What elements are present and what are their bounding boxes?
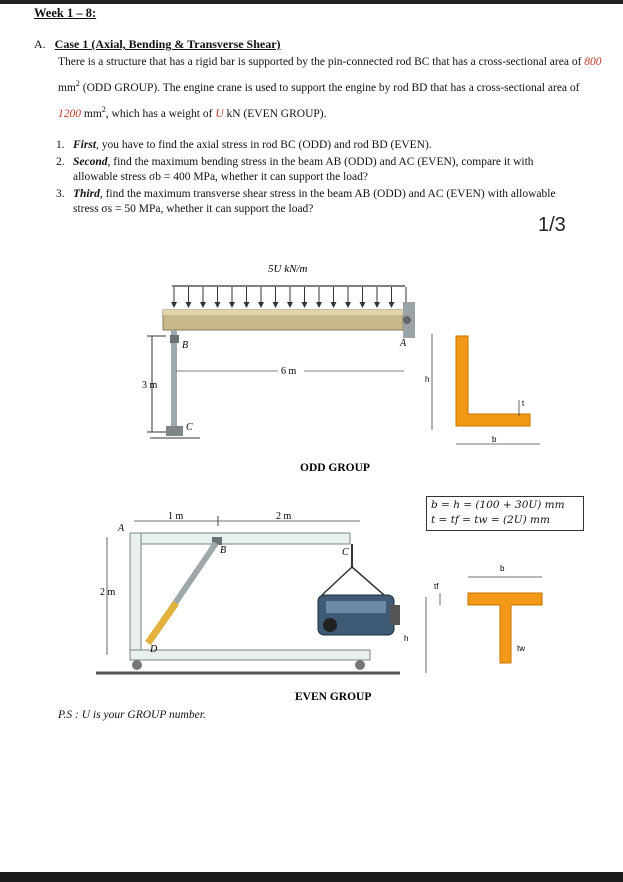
point-c-even-label: C (342, 547, 349, 558)
height-label: 3 m (142, 380, 158, 391)
top-bar (0, 0, 623, 4)
section-b-label: b (492, 435, 497, 444)
dim1-label: 1 m (168, 511, 184, 522)
question-text: , find the maximum bending stress in the beam AB (ODD) and AC (EVEN), compare it with allowable stress σb = 400 MPa, whether it can support the load? (73, 156, 534, 183)
wheel-icon (132, 660, 142, 670)
load-arrow-head (258, 302, 264, 308)
area-odd-value: 800 (584, 56, 602, 68)
support-c-icon (166, 426, 183, 436)
area-even-value: 1200 (58, 107, 81, 120)
mast-ad (130, 533, 141, 658)
even-height-label: 2 m (100, 587, 116, 598)
intro-text-6: kN (EVEN GROUP). (223, 107, 327, 120)
t-section-b-label: b (500, 564, 505, 573)
sup-1: 2 (75, 79, 80, 88)
load-arrow-head (302, 302, 308, 308)
ps-note: P.S : U is your GROUP number. (58, 709, 206, 721)
rod-bc (171, 330, 177, 430)
formula-line-1: b = h = (100 + 30U) mm (431, 499, 565, 511)
engine-icon (318, 567, 400, 635)
point-b-label: B (182, 340, 189, 351)
section-h-label: h (425, 375, 430, 384)
load-arrow-head (200, 302, 206, 308)
weight-var: U (215, 107, 224, 120)
point-a-even-label: A (118, 523, 125, 534)
question-lead: First (73, 139, 97, 151)
case-letter: A. (34, 37, 46, 51)
odd-diagram (0, 250, 623, 480)
load-arrow-head (215, 302, 221, 308)
case-title: Case 1 (Axial, Bending & Transverse Shear) (54, 37, 281, 51)
intro-unit-2: mm (81, 107, 102, 120)
span-label: 6 m (281, 366, 297, 377)
section-t-label: t (522, 399, 525, 408)
t-section-tf-label: tf (434, 582, 439, 591)
pin-a-icon (403, 316, 411, 324)
question-item (56, 187, 576, 217)
odd-group-label: ODD GROUP (300, 462, 370, 474)
question-number: 2. (56, 156, 65, 168)
question-number: 1. (56, 139, 65, 151)
intro-paragraph (58, 52, 603, 125)
load-label: 5U kN/m (268, 263, 308, 275)
load-arrow-head (374, 302, 380, 308)
question-lead: Third (73, 188, 100, 200)
base-frame (130, 650, 370, 660)
week-heading: Week 1 – 8: (34, 6, 97, 20)
load-arrow-head (273, 302, 279, 308)
load-arrow-head (345, 302, 351, 308)
load-arrow-group (171, 287, 409, 308)
load-arrow-head (360, 302, 366, 308)
question-item (56, 155, 576, 185)
intro-text-1: There is a structure that has a rigid bar is supported by the pin-connected rod BC that has a cross-sectional area of (58, 56, 585, 68)
question-text: , find the maximum transverse shear stress in the beam AB (ODD) and AC (EVEN) with allowable stress σs = 50 MPa, whether it can support the load? (73, 188, 556, 215)
load-arrow-head (389, 302, 395, 308)
load-arrow-head (186, 302, 192, 308)
point-b-even-label: B (220, 545, 227, 556)
page-indicator: 1/3 (538, 214, 566, 236)
wheel-icon (355, 660, 365, 670)
load-arrow-head (171, 302, 177, 308)
t-section-tw-label: tw (517, 644, 525, 653)
case-heading (34, 37, 281, 52)
even-group-label: EVEN GROUP (295, 691, 372, 703)
question-text: , you have to find the axial stress in rod BC (ODD) and rod BD (EVEN). (96, 139, 432, 151)
question-item (56, 138, 576, 153)
point-c-label: C (186, 422, 193, 433)
question-lead: Second (73, 156, 108, 168)
point-d-label: D (150, 644, 158, 655)
pin-b-icon (170, 335, 179, 343)
t-section-shape (468, 593, 542, 663)
formula-line-2: t = tf = tw = (2U) mm (431, 514, 550, 526)
question-number: 3. (56, 188, 65, 200)
intro-unit-1: mm (58, 81, 76, 94)
beam-top-face (163, 310, 403, 315)
intro-text-3: (ODD GROUP). The engine crane is used to support the engine by rod BD that has a cross-sectional area of (79, 81, 580, 94)
load-arrow-head (316, 302, 322, 308)
load-arrow-head (244, 302, 250, 308)
even-diagram (0, 505, 623, 705)
load-arrow-head (287, 302, 293, 308)
bottom-bar (0, 872, 623, 882)
load-arrow-head (331, 302, 337, 308)
sup-2: 2 (101, 104, 106, 114)
hydraulic-cylinder (148, 603, 176, 643)
t-section-h-label: h (404, 634, 409, 643)
edge-fade (598, 190, 623, 250)
load-arrow-head (229, 302, 235, 308)
point-a-label: A (400, 338, 407, 349)
intro-text-5: , which has a weight of (105, 107, 216, 120)
dim2-label: 2 m (276, 511, 292, 522)
question-list (56, 138, 576, 219)
boom-ac (130, 533, 350, 544)
